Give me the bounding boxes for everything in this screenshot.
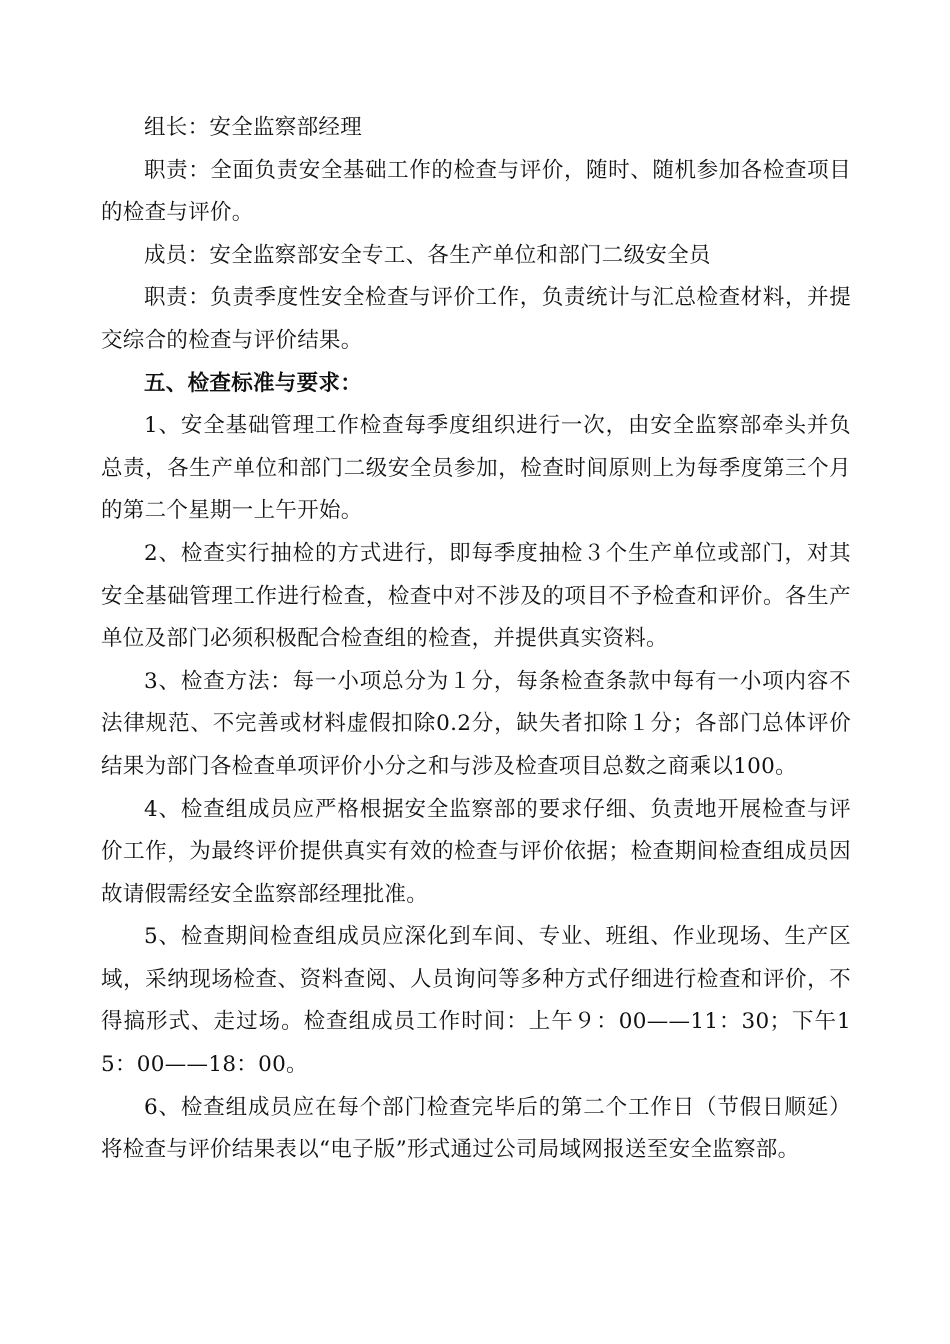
section-heading: 五、检查标准与要求：: [144, 370, 363, 396]
team-leader-line: 组长：安全监察部经理: [144, 115, 363, 140]
team-members-line: 成员：安全监察部安全专工、各生产单位和部门二级安全员: [144, 242, 711, 268]
document-page: [101, 107, 851, 1172]
requirement-item-4: 4、检查组成员应严格根据安全监察部的要求仔细、负责地开展检查与评价工作，为最终评价提供真实有效的检查与评价依据；检查期间检查组成员因故请假需经安全监察部经理批准。: [101, 796, 851, 907]
requirement-item-5: 5、检查期间检查组成员应深化到车间、专业、班组、作业现场、生产区域，采纳现场检查、资料查阅、人员询问等多种方式仔细进行检查和评价，不得搞形式、走过场。检查组成员工作时间：上午９：00——11：30；下午15：00——18：00。: [101, 924, 851, 1078]
requirement-item-6: 6、检查组成员应在每个部门检查完毕后的第二个工作日（节假日顺延）将检查与评价结果表以“电子版”形式通过公司局域网报送至安全监察部。: [101, 1094, 851, 1163]
requirement-item-1: 1、安全基础管理工作检查每季度组织进行一次，由安全监察部牵头并负总责，各生产单位和部门二级安全员参加，检查时间原则上为每季度第三个月的第二个星期一上午开始。: [101, 413, 851, 524]
leader-duty-paragraph: 职责：全面负责安全基础工作的检查与评价，随时、随机参加各检查项目的检查与评价。: [101, 157, 851, 226]
member-duty-paragraph: 职责：负责季度性安全检查与评价工作，负责统计与汇总检查材料，并提交综合的检查与评价结果。: [101, 285, 851, 353]
requirement-item-3: 3、检查方法：每一小项总分为１分，每条检查条款中每有一小项内容不法律规范、不完善或材料虚假扣除0.2分，缺失者扣除１分；各部门总体评价结果为部门各检查单项评价小分之和与涉及检查项目总数之商乘以100。: [101, 668, 851, 779]
requirement-item-2: 2、检查实行抽检的方式进行，即每季度抽检３个生产单位或部门，对其安全基础管理工作进行检查，检查中对不涉及的项目不予检查和评价。各生产单位及部门必须积极配合检查组的检查，并提供真实资料。: [101, 540, 851, 652]
